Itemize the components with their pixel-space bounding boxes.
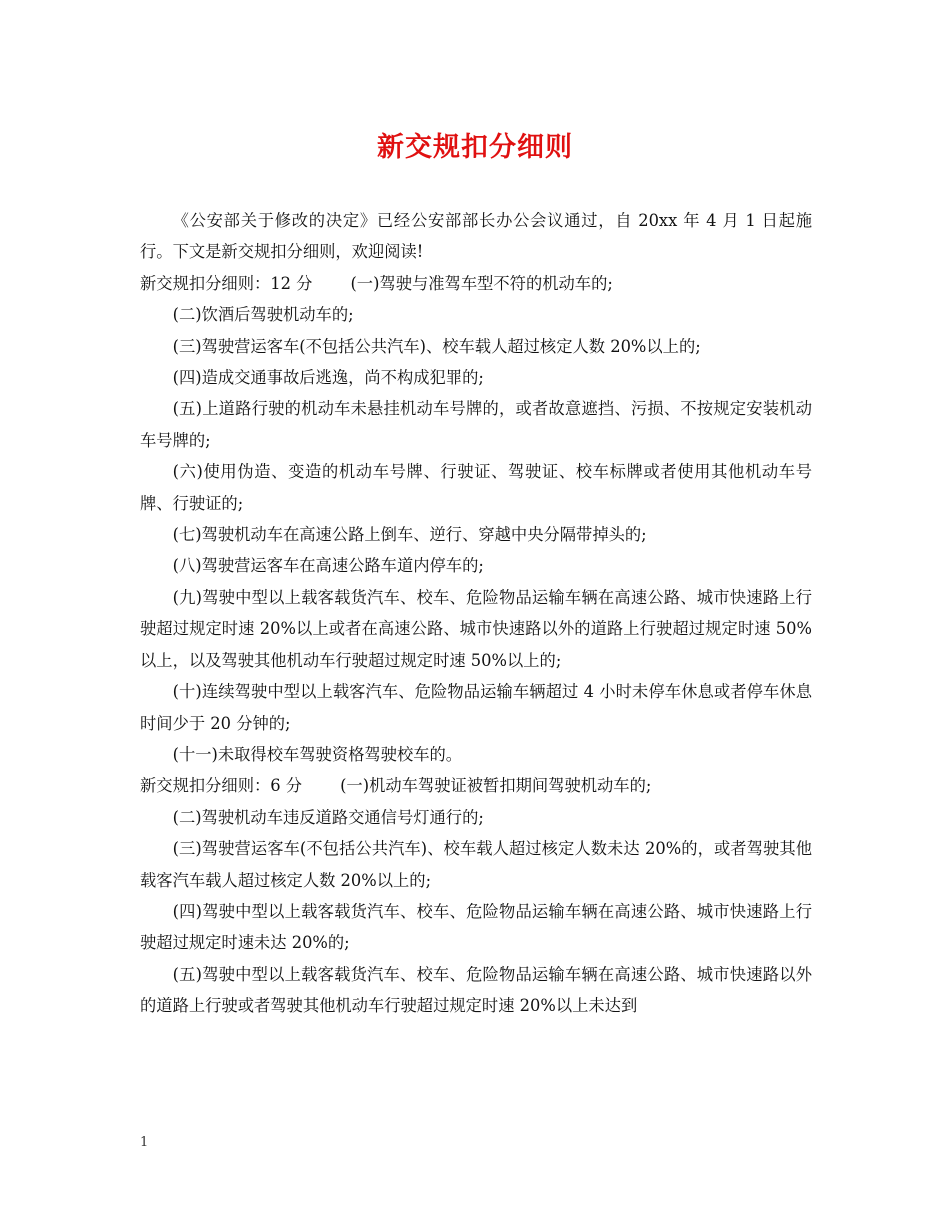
list-item: (一)机动车驾驶证被暂扣期间驾驶机动车的; (340, 776, 652, 796)
section-heading-12 (140, 268, 812, 299)
list-item: (三)驾驶营运客车(不包括公共汽车)、校车载人超过核定人数 20%以上的; (172, 336, 701, 356)
section-heading-text: 新交规扣分细则：6 分 (140, 776, 303, 796)
list-item: (一)驾驶与准驾车型不符的机动车的; (350, 273, 613, 293)
list-item: (三)驾驶营运客车(不包括公共汽车)、校车载人超过核定人数未达 20%的，或者驾驶其他载客汽车载人超过核定人数 20%以上的; (140, 839, 812, 890)
document-body (140, 205, 812, 1022)
list-item: (十)连续驾驶中型以上载客汽车、危险物品运输车辆超过 4 小时未停车休息或者停车休息时间少于 20 分钟的; (140, 682, 812, 733)
list-item: (十一)未取得校车驾驶资格驾驶校车的。 (172, 744, 463, 764)
list-item: (二)饮酒后驾驶机动车的; (172, 305, 354, 325)
list-item: (四)驾驶中型以上载客载货汽车、校车、危险物品运输车辆在高速公路、城市快速路上行驶超过规定时速未达 20%的; (140, 901, 812, 953)
section-heading-text: 新交规扣分细则：12 分 (140, 273, 313, 293)
list-item: (二)驾驶机动车违反道路交通信号灯通行的; (172, 807, 484, 827)
list-item: (九)驾驶中型以上载客载货汽车、校车、危险物品运输车辆在高速公路、城市快速路上行驶超过规定时速 20%以上或者在高速公路、城市快速路以外的道路上行驶超过规定时速 50%以上，以及驾驶其他机动车行驶超过规定时速 50%以上的; (140, 587, 812, 670)
list-item: (七)驾驶机动车在高速公路上倒车、逆行、穿越中央分隔带掉头的; (172, 525, 647, 545)
list-item: (四)造成交通事故后逃逸，尚不构成犯罪的; (172, 368, 484, 388)
page-number: 1 (140, 1135, 149, 1150)
list-item: (六)使用伪造、变造的机动车号牌、行驶证、驾驶证、校车标牌或者使用其他机动车号牌、行驶证的; (140, 462, 812, 513)
list-item: (五)驾驶中型以上载客载货汽车、校车、危险物品运输车辆在高速公路、城市快速路以外的道路上行驶或者驾驶其他机动车行驶超过规定时速 20%以上未达到 (140, 964, 812, 1016)
section-heading-6 (140, 770, 812, 801)
document-title: 新交规扣分细则 (377, 132, 573, 163)
list-item: (五)上道路行驶的机动车未悬挂机动车号牌的，或者故意遮挡、污损、不按规定安装机动车号牌的; (140, 399, 812, 450)
list-item: (八)驾驶营运客车在高速公路车道内停车的; (172, 556, 484, 576)
intro-paragraph: 《公安部关于修改的决定》已经公安部部长办公会议通过，自 20xx 年 4 月 1 日起施行。下文是新交规扣分细则，欢迎阅读! (140, 211, 812, 262)
